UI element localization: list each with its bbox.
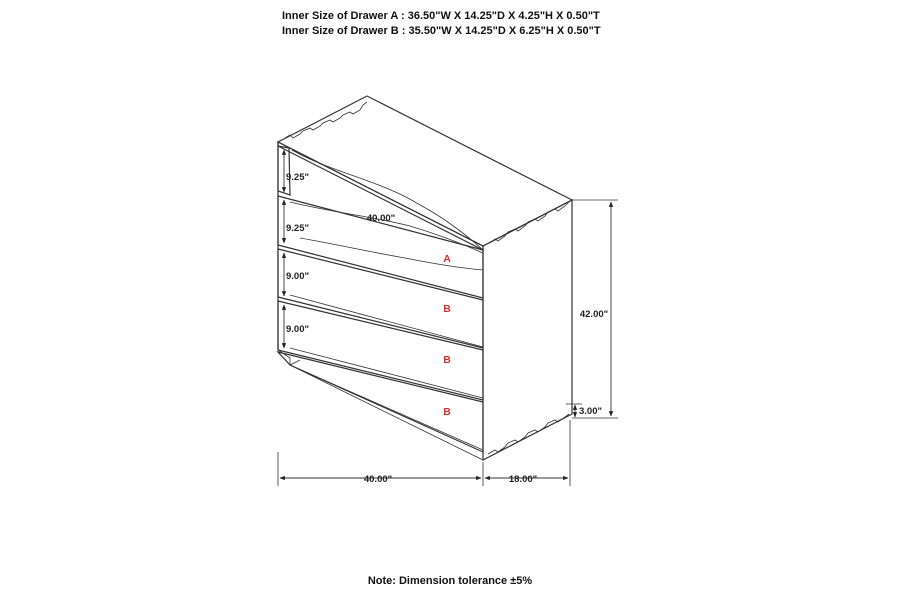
- drawer-a-size-text: Inner Size of Drawer A : 36.50"W X 14.25"D X 4.25"H X 0.50"T: [282, 10, 600, 22]
- drawer-1-height-label: 9.25": [286, 172, 309, 183]
- drawer-3-height-label: 9.00": [286, 271, 309, 282]
- dresser-top: [278, 96, 572, 246]
- drawer-5: [278, 352, 483, 452]
- drawer-label-a: A: [443, 253, 451, 265]
- drawer-label-b-1: B: [443, 303, 451, 315]
- dresser-front: [278, 142, 483, 460]
- depth-label: 18.00": [508, 474, 538, 485]
- drawer-4: [278, 301, 483, 400]
- drawer-label-b-3: B: [443, 406, 451, 418]
- drawer-4-height-label: 9.00": [286, 324, 309, 335]
- width-label: 40.00": [363, 474, 393, 485]
- drawer-2-height-label: 9.25": [286, 223, 309, 234]
- dimension-tolerance-note: Note: Dimension tolerance ±5%: [367, 575, 533, 587]
- base-height-label: 3.00": [579, 406, 602, 417]
- drawer-2: [278, 196, 483, 298]
- total-height-label: 42.00": [579, 309, 609, 320]
- drawer-label-b-2: B: [443, 354, 451, 366]
- drawer-b-size-text: Inner Size of Drawer B : 35.50"W X 14.25"D X 6.25"H X 0.50"T: [282, 25, 601, 37]
- dresser-side-panel: [483, 200, 572, 460]
- inner-width-label: 40.00": [366, 213, 396, 224]
